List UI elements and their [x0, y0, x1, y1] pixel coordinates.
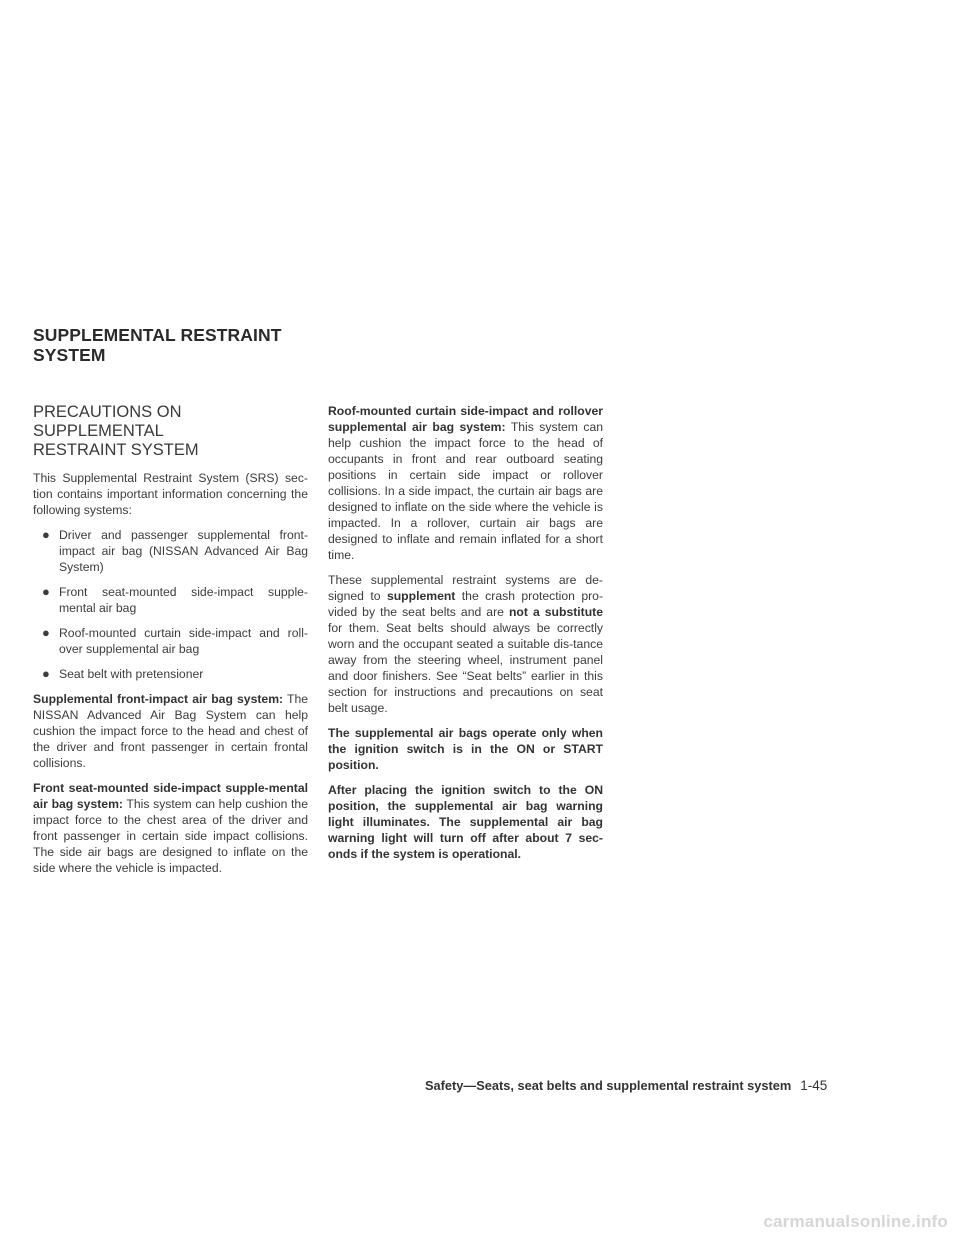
- right-column: [328, 403, 603, 871]
- warning-light-note: [328, 782, 603, 862]
- side-impact-heading: Front seat-mounted side-impact supple-mental air bag system:: [33, 781, 308, 811]
- supplement-post: for them. Seat belts should always be correctly worn and the occupant seated a suitable dis-tance away from the steering wheel, instrument panel and door finishers. See “Seat belts” earlier in this section for instructions and precautions on seat belt usage.: [328, 621, 603, 715]
- side-impact-paragraph: [33, 780, 308, 876]
- subheading-line2: RESTRAINT SYSTEM: [33, 441, 199, 459]
- operate-note: [328, 725, 603, 773]
- intro-paragraph: This Supplemental Restraint System (SRS) sec-tion contains important information concerning the following systems:: [33, 471, 308, 517]
- bullet-icon: ●: [42, 666, 50, 681]
- list-item: [33, 666, 308, 682]
- front-impact-text: The NISSAN Advanced Air Bag System can help cushion the impact force to the head and chest of the driver and front passenger in certain frontal collisions.: [33, 692, 309, 770]
- warning-light-note-text: After placing the ignition switch to the ON position, the supplemental air bag warning light illuminates. The supplemental air bag warning light will turn off after about 7 sec-onds if the system is operational.: [328, 783, 603, 861]
- list-item-text: Driver and passenger supplemental front-impact air bag (NISSAN Advanced Air Bag System): [59, 528, 308, 574]
- supplement-paragraph: [328, 572, 603, 716]
- left-column: [33, 403, 308, 885]
- supplement-mid: the crash protection pro-vided by the seat belts and are: [328, 589, 604, 619]
- curtain-text: This system can help cushion the impact force to the head of occupants in front and rear outboard seating positions in certain side impact or rollover collisions. In a side impact, the curtain air bags are designed to inflate on the side where the vehicle is impacted. In a rollover, curtain air bags are designed to inflate and remain inflated for a short time.: [328, 420, 604, 562]
- bullet-icon: ●: [42, 527, 50, 542]
- subheading: [33, 403, 308, 460]
- list-item-text: Seat belt with pretensioner: [59, 667, 204, 681]
- bullet-icon: ●: [42, 584, 50, 599]
- watermark-logo: carmanualsonline.info: [763, 1212, 948, 1231]
- supplement-bold: supplement: [386, 589, 456, 603]
- front-impact-paragraph: [33, 691, 308, 771]
- section-title-line1: SUPPLEMENTAL RESTRAINT: [33, 325, 282, 345]
- supplement-pre: These supplemental restraint systems are de-signed to: [328, 573, 603, 603]
- section-title: [33, 325, 282, 365]
- front-impact-heading: Supplemental front-impact air bag system:: [33, 692, 284, 706]
- curtain-heading: Roof-mounted curtain side-impact and rollover supplemental air bag system:: [328, 404, 603, 434]
- operate-note-text: The supplemental air bags operate only when the ignition switch is in the ON or START position.: [328, 726, 603, 772]
- list-item: [33, 625, 308, 657]
- list-item-text: Front seat-mounted side-impact supple-mental air bag: [59, 585, 308, 615]
- substitute-bold: not a substitute: [508, 605, 604, 619]
- list-item: [33, 584, 308, 616]
- list-item-text: Roof-mounted curtain side-impact and roll-over supplemental air bag: [59, 626, 308, 656]
- page-number: 1-45: [800, 1078, 828, 1093]
- subheading-line1: PRECAUTIONS ON SUPPLEMENTAL: [33, 403, 182, 440]
- page-footer: [425, 1078, 895, 1093]
- side-impact-text: This system can help cushion the impact force to the chest area of the driver and front passenger in certain side impact collisions. The side air bags are designed to inflate on the side where the vehicle is impacted.: [33, 797, 308, 875]
- section-title-line2: SYSTEM: [33, 345, 106, 365]
- list-item: [33, 527, 308, 575]
- chapter-title: Safety—Seats, seat belts and supplemental restraint system: [425, 1078, 792, 1093]
- bullet-icon: ●: [42, 625, 50, 640]
- systems-list: [33, 527, 308, 682]
- curtain-paragraph: [328, 403, 603, 563]
